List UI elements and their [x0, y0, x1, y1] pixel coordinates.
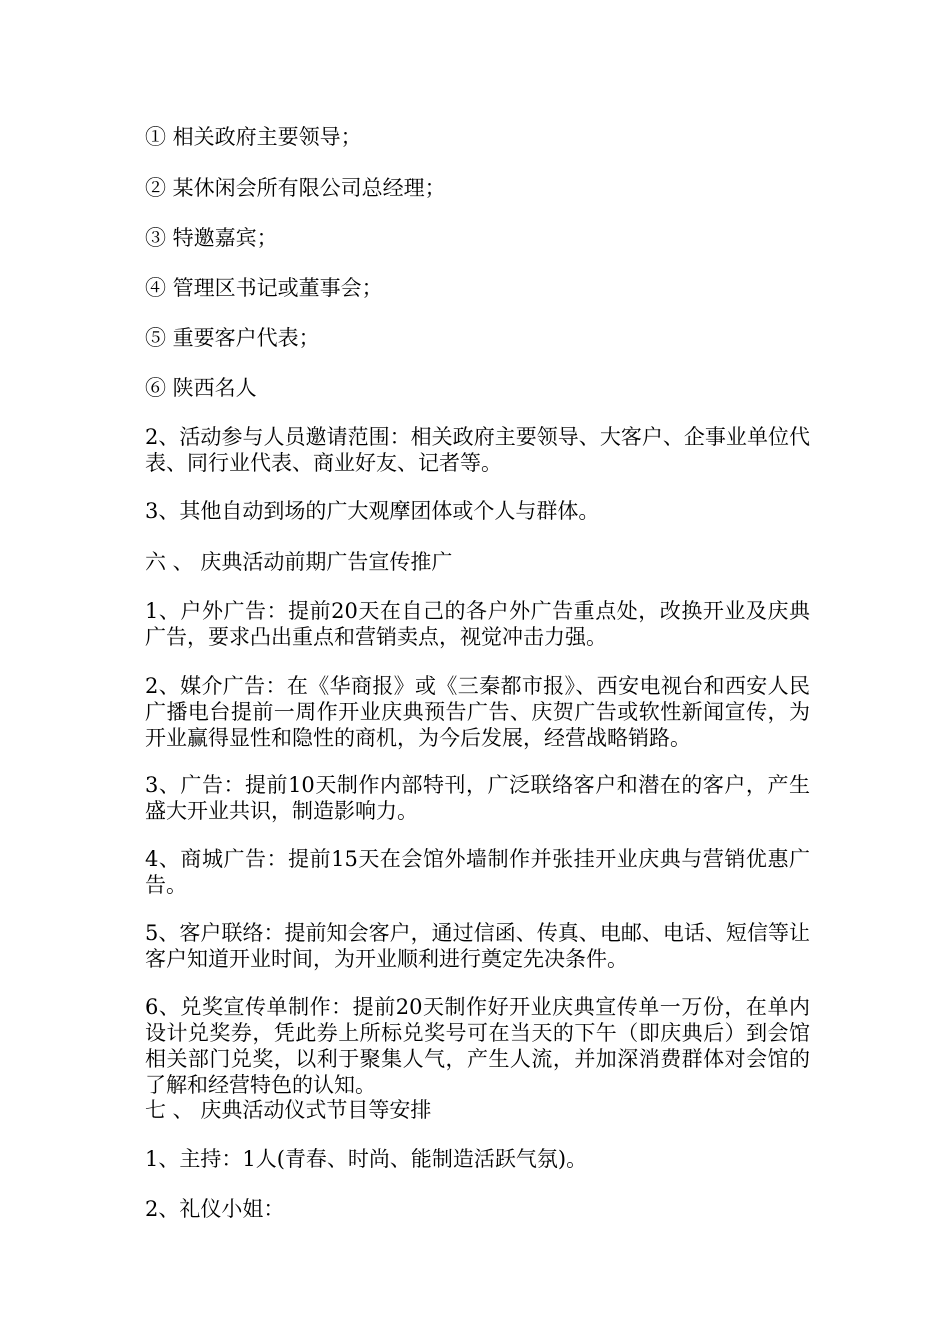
section-heading-program: 七 、 庆典活动仪式节目等安排 [145, 1098, 432, 1122]
mall-ad-paragraph: 4、商城广告：提前15天在会馆外墙制作并张挂开业庆典与营销优惠广告。 [145, 847, 810, 897]
flyer-paragraph: 6、兑奖宣传单制作：提前20天制作好开业庆典宣传单一万份，在单内设计兑奖券，凭此券上所标兑奖号可在当天的下午（即庆典后）到会馆相关部门兑奖，以利于聚集人气，产生人流，并加深消费群体对会馆的了解和经营特色的认知。 [145, 995, 810, 1097]
section-heading-promotion: 六 、 庆典活动前期广告宣传推广 [145, 550, 453, 574]
attendee-item-5: ⑤ 重要客户代表； [145, 326, 320, 350]
media-ad-paragraph: 2、媒介广告：在《华商报》或《三秦都市报》、西安电视台和西安人民广播电台提前一周作开业庆典预告广告、庆贺广告或软性新闻宣传，为开业赢得显性和隐性的商机，为今后发展，经营战略销路。 [145, 674, 810, 750]
etiquette-paragraph: 2、礼仪小姐： [145, 1197, 285, 1221]
outdoor-ad-paragraph: 1、户外广告：提前20天在自己的各户外广告重点处，改换开业及庆典广告，要求凸出重点和营销卖点，视觉冲击力强。 [145, 599, 810, 649]
host-paragraph: 1、主持：1人(青春、时尚、能制造活跃气氛)。 [145, 1147, 588, 1171]
internal-ad-paragraph: 3、广告：提前10天制作内部特刊，广泛联络客户和潜在的客户，产生盛大开业共识，制造影响力。 [145, 773, 810, 823]
attendee-item-3: ③ 特邀嘉宾； [145, 226, 278, 250]
other-attendees-paragraph: 3、其他自动到场的广大观摩团体或个人与群体。 [145, 499, 600, 523]
attendee-item-2: ② 某休闲会所有限公司总经理； [145, 176, 446, 200]
invitation-scope-paragraph: 2、活动参与人员邀请范围：相关政府主要领导、大客户、企事业单位代表、同行业代表、商业好友、记者等。 [145, 425, 810, 475]
customer-contact-paragraph: 5、客户联络：提前知会客户，通过信函、传真、电邮、电话、短信等让客户知道开业时间，为开业顺利进行奠定先决条件。 [145, 921, 810, 971]
attendee-item-6: ⑥ 陕西名人 [145, 376, 257, 400]
attendee-item-1: ① 相关政府主要领导； [145, 125, 362, 149]
attendee-item-4: ④ 管理区书记或董事会； [145, 276, 383, 300]
